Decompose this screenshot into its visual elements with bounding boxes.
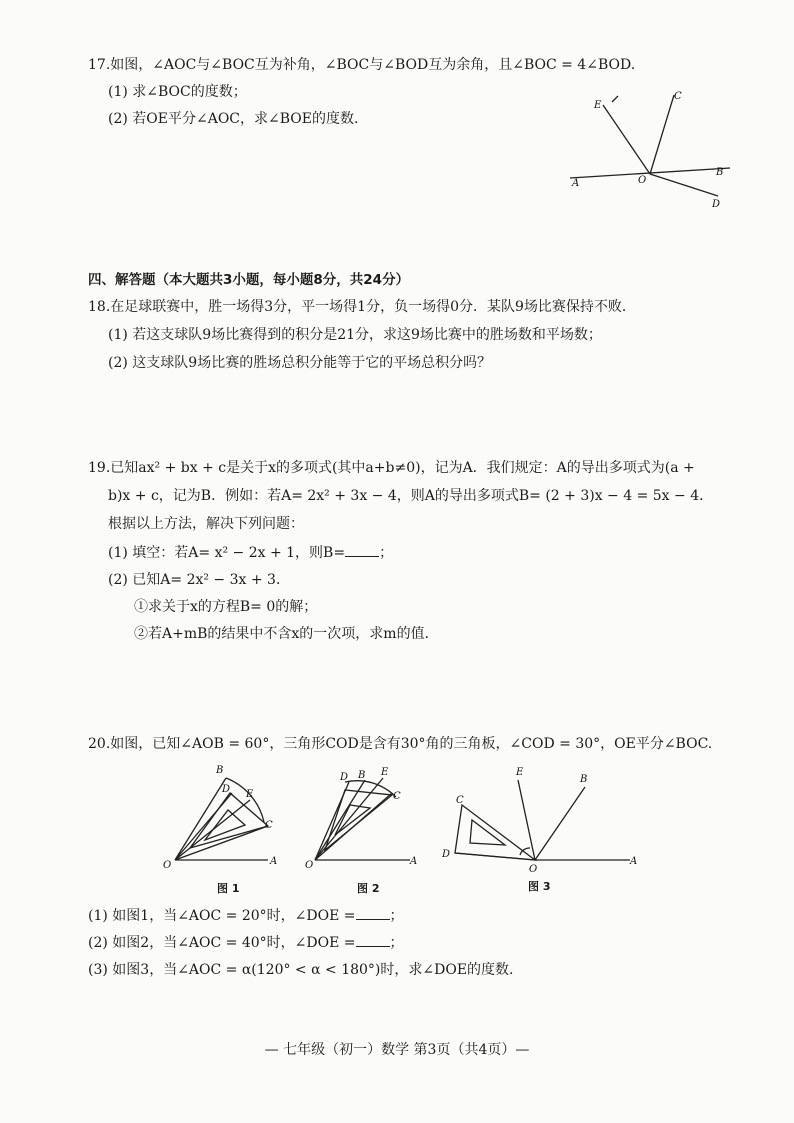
fig3-label-D: D [442, 849, 451, 860]
fig2-label-O: O [305, 860, 314, 871]
q19-part1-end: ； [379, 545, 394, 561]
q19-stem-line2: b)x + c，记为B．例如：若A= 2x² + 3x − 4，则A的导出多项式B= (2 + 3)x − 4 = 5x − 4． [108, 488, 714, 504]
q20-figure-2-caption: 图 2 [357, 882, 380, 895]
fig17-label-D: D [712, 199, 721, 210]
q18-stem: 18.在足球联赛中，胜一场得3分，平一场得1分，负一场得0分．某队9场比赛保持不败． [88, 299, 636, 315]
section4-title: 四、解答题（本大题共3小题，每小题8分，共24分） [88, 272, 410, 288]
q20-part2-end: ； [389, 935, 404, 951]
q19-part1-text: (1) 填空：若A= x² − 2x + 1，则B= [108, 545, 346, 561]
fig17-label-C: C [674, 91, 682, 102]
fig3-label-O: O [529, 864, 538, 875]
q20-part1-text: (1) 如图1，当∠AOC = 20°时，∠DOE = [88, 908, 356, 924]
q17-stem: 17.如图，∠AOC与∠BOC互为补角，∠BOC与∠BOD互为余角，且∠BOC = 4∠BOD. [88, 57, 636, 73]
q18-part2: (2) 这支球队9场比赛的胜场总积分能等于它的平场总积分吗？ [108, 355, 492, 371]
fig2-label-C: C [393, 791, 401, 802]
q20-part2-text: (2) 如图2，当∠AOC = 40°时，∠DOE = [88, 935, 356, 951]
fig2-label-E: E [381, 767, 389, 778]
page-footer: — 七年级（初一）数学 第3页（共4页）— [264, 1042, 530, 1058]
q19-stem-line3: 根据以上方法，解决下列问题： [108, 516, 304, 532]
q17-part1: (1) 求∠BOC的度数； [108, 84, 247, 100]
fig1-label-D: D [222, 784, 231, 795]
q20-stem: 20.如图，已知∠AOB = 60°，三角形COD是含有30°角的三角板，∠COD = 30°，OE平分∠BOC. [88, 736, 713, 752]
q20-part3: (3) 如图3，当∠AOC = α(120° < α < 180°)时，求∠DOE的度数. [88, 962, 514, 978]
q19-stem-line1: 19.已知ax² + bx + c是关于x的多项式(其中a+b≠0)，记为A．我们规定：A的导出多项式为(a + [88, 460, 695, 476]
fig1-label-C: C [265, 820, 273, 831]
q20-part1-blank[interactable] [356, 905, 390, 920]
fig17-label-O: O [638, 175, 647, 186]
fig2-label-A: A [410, 856, 418, 867]
fig17-label-E: E [594, 100, 602, 111]
q20-part1 [88, 905, 404, 926]
q20-part2-blank[interactable] [356, 932, 390, 947]
fig17-label-B: B [716, 167, 724, 178]
q20-part1-end: ； [389, 908, 404, 924]
q19-part2: (2) 已知A= 2x² − 3x + 3． [108, 572, 290, 588]
fig3-label-E: E [516, 767, 524, 778]
fig1-label-A: A [270, 856, 278, 867]
q18-part1: (1) 若这支球队9场比赛得到的积分是21分，求这9场比赛中的胜场数和平场数； [108, 327, 602, 343]
fig1-label-E: E [246, 789, 254, 800]
q17-part2: (2) 若OE平分∠AOC，求∠BOE的度数. [108, 111, 359, 127]
fig3-label-C: C [456, 795, 464, 806]
q20-figure-3-caption: 图 3 [528, 880, 551, 893]
fig2-label-B: B [358, 770, 366, 781]
fig17-label-A: A [572, 178, 580, 189]
q20-figure-1-caption: 图 1 [217, 882, 240, 895]
fig3-label-A: A [630, 856, 638, 867]
fig3-label-B: B [580, 774, 588, 785]
q19-part2-b: ②若A+mB的结果中不含x的一次项，求m的值． [134, 626, 439, 642]
q20-part2 [88, 932, 404, 953]
q19-part2-a: ①求关于x的方程B= 0的解； [134, 599, 318, 615]
fig1-label-B: B [216, 765, 224, 776]
fig1-label-O: O [163, 860, 172, 871]
fig2-label-D: D [340, 772, 349, 783]
